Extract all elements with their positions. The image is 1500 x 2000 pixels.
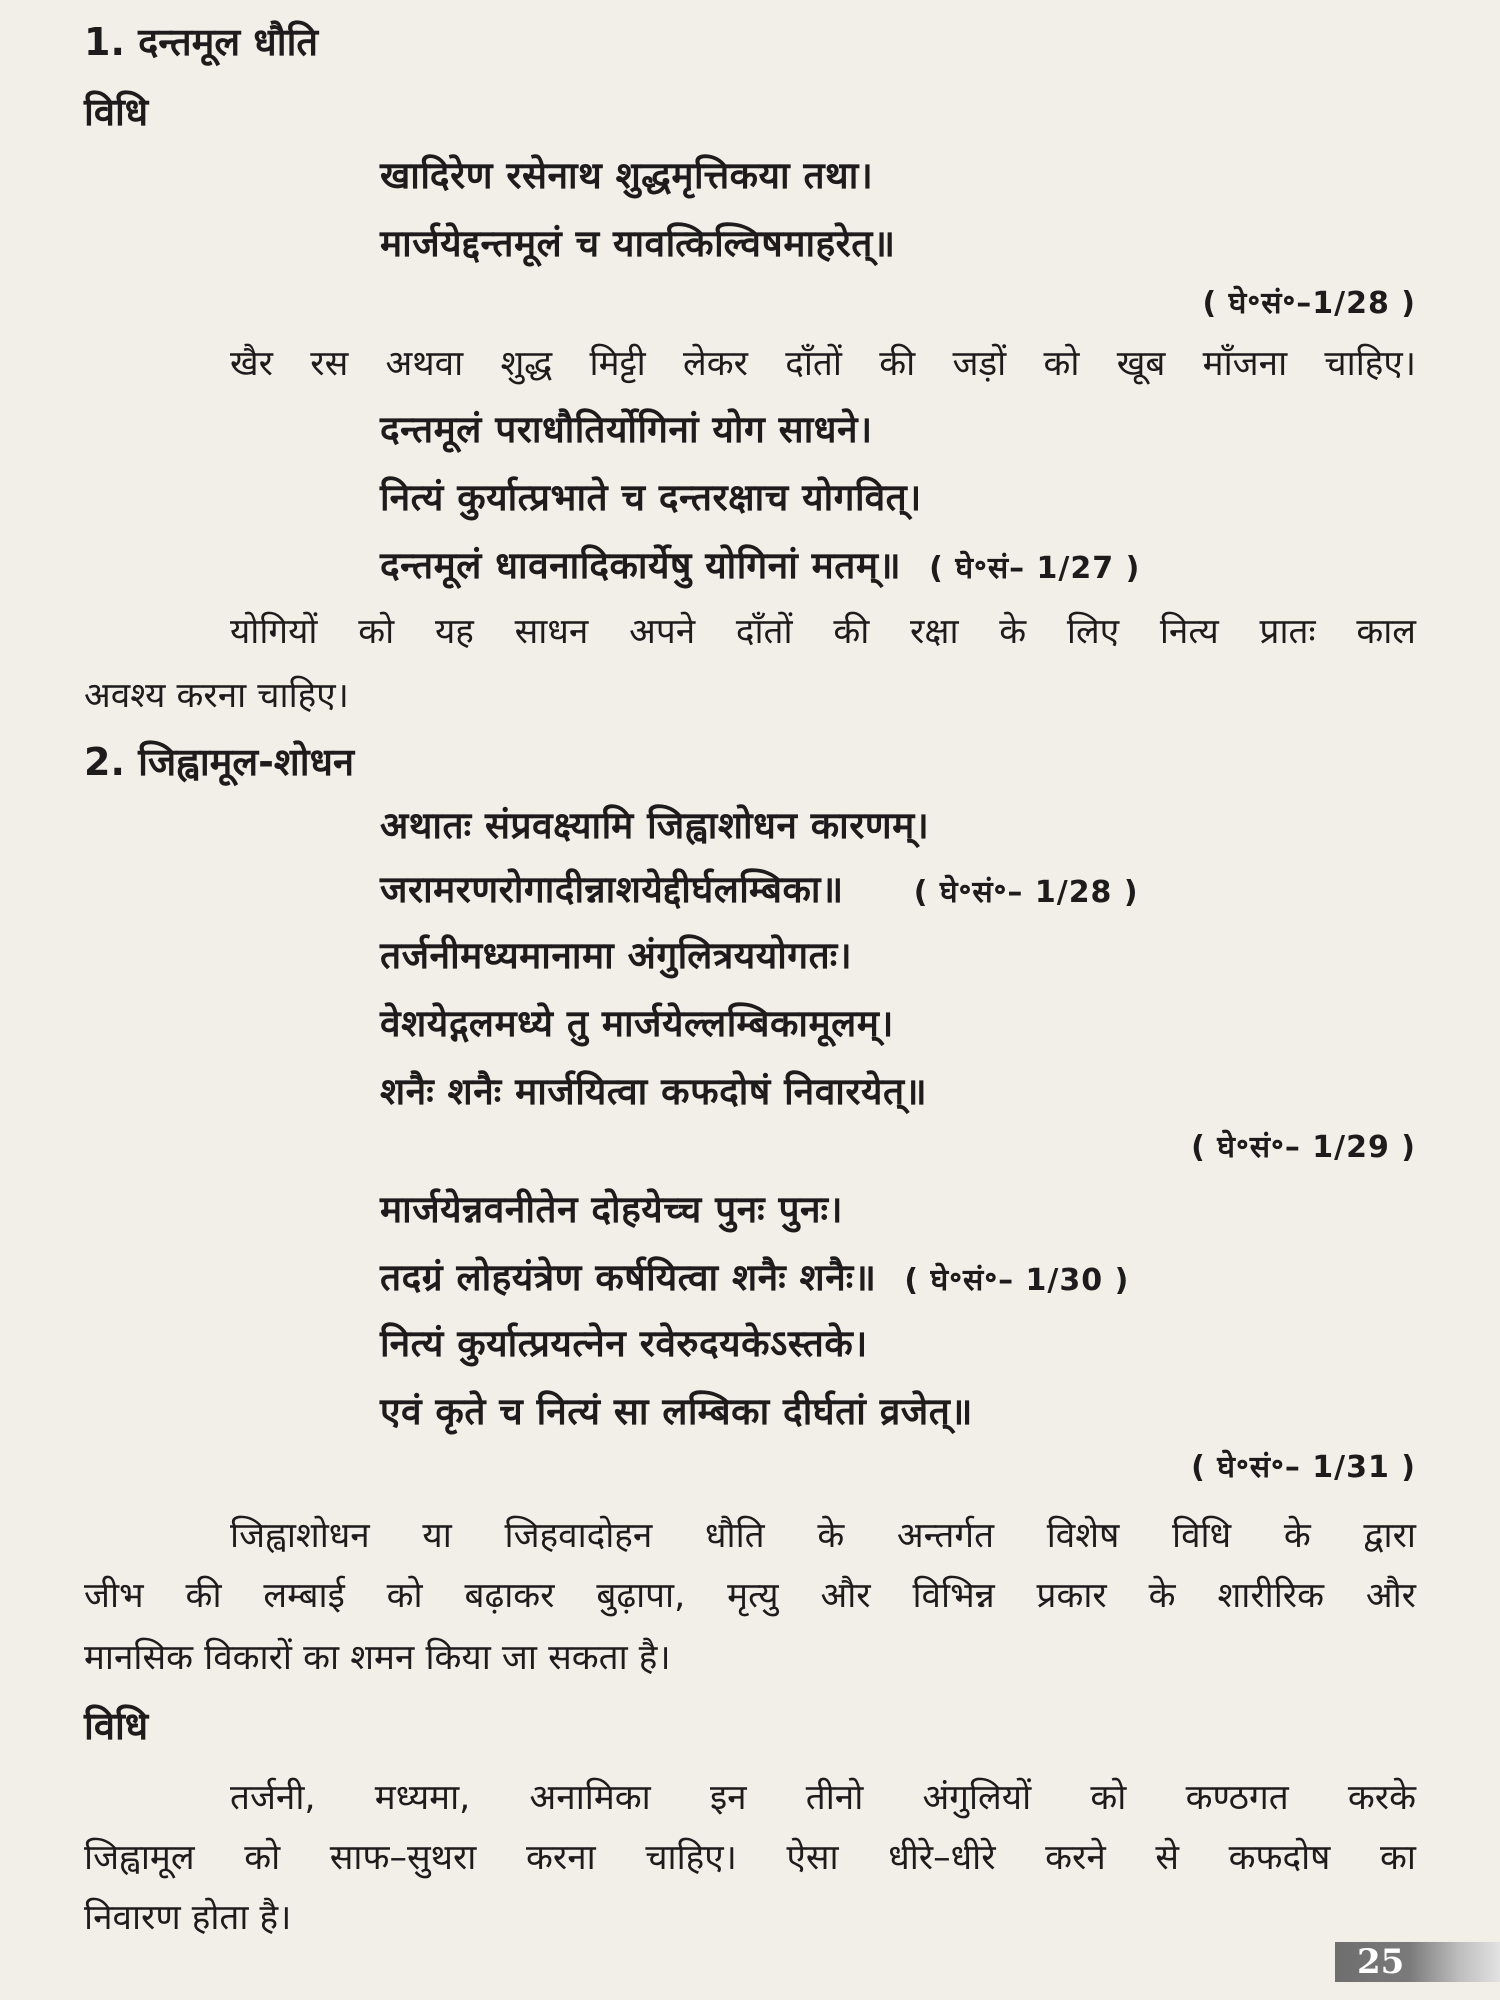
verse-line: एवं कृते च नित्यं सा लम्बिका दीर्घतां व्रजेत्॥ <box>380 1390 973 1433</box>
verse-line: अथातः संप्रवक्ष्यामि जिह्वाशोधन कारणम्। <box>380 804 930 847</box>
verse-text: तदग्रं लोहयंत्रेण कर्षयित्वा शनैः शनैः॥ <box>380 1256 877 1299</box>
verse-line: खादिरेण रसेनाथ शुद्धमृत्तिकया तथा। <box>380 154 874 197</box>
explanation-line: अवश्य करना चाहिए। <box>84 676 349 716</box>
verse-reference: ( घे॰सं॰– 1/29 ) <box>1191 1130 1416 1165</box>
section-heading-jihvamool-shodhan: 2. जिह्वामूल-शोधन <box>84 740 355 784</box>
verse-line: दन्तमूलं पराधौतिर्योगिनां योग साधने। <box>380 408 873 451</box>
verse-line: नित्यं कुर्यात्प्रयत्नेन रवेरुदयकेऽस्तके। <box>380 1322 868 1365</box>
explanation-line: योगियों को यह साधन अपने दाँतों की रक्षा के लिए नित्य प्रातः काल <box>230 612 1416 652</box>
explanation-line: जिह्वाशोधन या जिहवादोहन धौति के अन्तर्गत विशेष विधि के द्वारा <box>230 1516 1416 1556</box>
verse-line: शनैः शनैः मार्जयित्वा कफदोषं निवारयेत्॥ <box>380 1070 928 1113</box>
vidhi-heading: विधि <box>84 1704 149 1748</box>
page-number: 25 <box>1335 1942 1500 1982</box>
verse-line: वेशयेद्गलमध्ये तु मार्जयेल्लम्बिकामूलम्। <box>380 1002 894 1045</box>
verse-reference: ( घे॰सं॰– 1/30 ) <box>904 1263 1130 1298</box>
verse-line: मार्जयेद्दन्तमूलं च यावत्किल्विषमाहरेत्॥ <box>380 222 896 265</box>
method-line: निवारण होता है। <box>84 1898 292 1938</box>
verse-reference: ( घे॰सं॰–1/28 ) <box>1202 286 1416 321</box>
explanation-line: जीभ की लम्बाई को बढ़ाकर बुढ़ापा, मृत्यु और विभिन्न प्रकार के शारीरिक और <box>84 1576 1416 1616</box>
verse-reference: ( घे॰सं॰– 1/31 ) <box>1191 1450 1416 1485</box>
verse-line: मार्जयेन्नवनीतेन दोहयेच्च पुनः पुनः। <box>380 1188 844 1231</box>
explanation-line: खैर रस अथवा शुद्ध मिट्टी लेकर दाँतों की जड़ों को खूब माँजना चाहिए। <box>230 344 1416 384</box>
verse-text: जरामरणरोगादीन्नाशयेद्दीर्घलम्बिका॥ <box>380 868 844 911</box>
section-heading-dantmool-dhauti: 1. दन्तमूल धौति <box>84 20 319 64</box>
verse-line: तर्जनीमध्यमानामा अंगुलित्रययोगतः। <box>380 934 853 977</box>
verse-line-with-reference <box>380 1254 1129 1305</box>
method-line: जिह्वामूल को साफ–सुथरा करना चाहिए। ऐसा धीरे–धीरे करने से कफदोष का <box>84 1838 1416 1878</box>
verse-text: दन्तमूलं धावनादिकार्येषु योगिनां मतम्॥ <box>380 544 902 587</box>
verse-line-with-reference <box>380 542 1140 593</box>
explanation-line: मानसिक विकारों का शमन किया जा सकता है। <box>84 1638 671 1678</box>
verse-line-with-reference <box>380 866 1139 917</box>
method-line: तर्जनी, मध्यमा, अनामिका इन तीनो अंगुलियों को कण्ठगत करके <box>230 1778 1416 1818</box>
vidhi-heading: विधि <box>84 90 149 134</box>
verse-reference: ( घे॰सं॰– 1/28 ) <box>913 875 1139 910</box>
verse-reference: ( घे॰सं– 1/27 ) <box>929 551 1141 586</box>
verse-line: नित्यं कुर्यात्प्रभाते च दन्तरक्षाच योगवित्। <box>380 476 922 519</box>
